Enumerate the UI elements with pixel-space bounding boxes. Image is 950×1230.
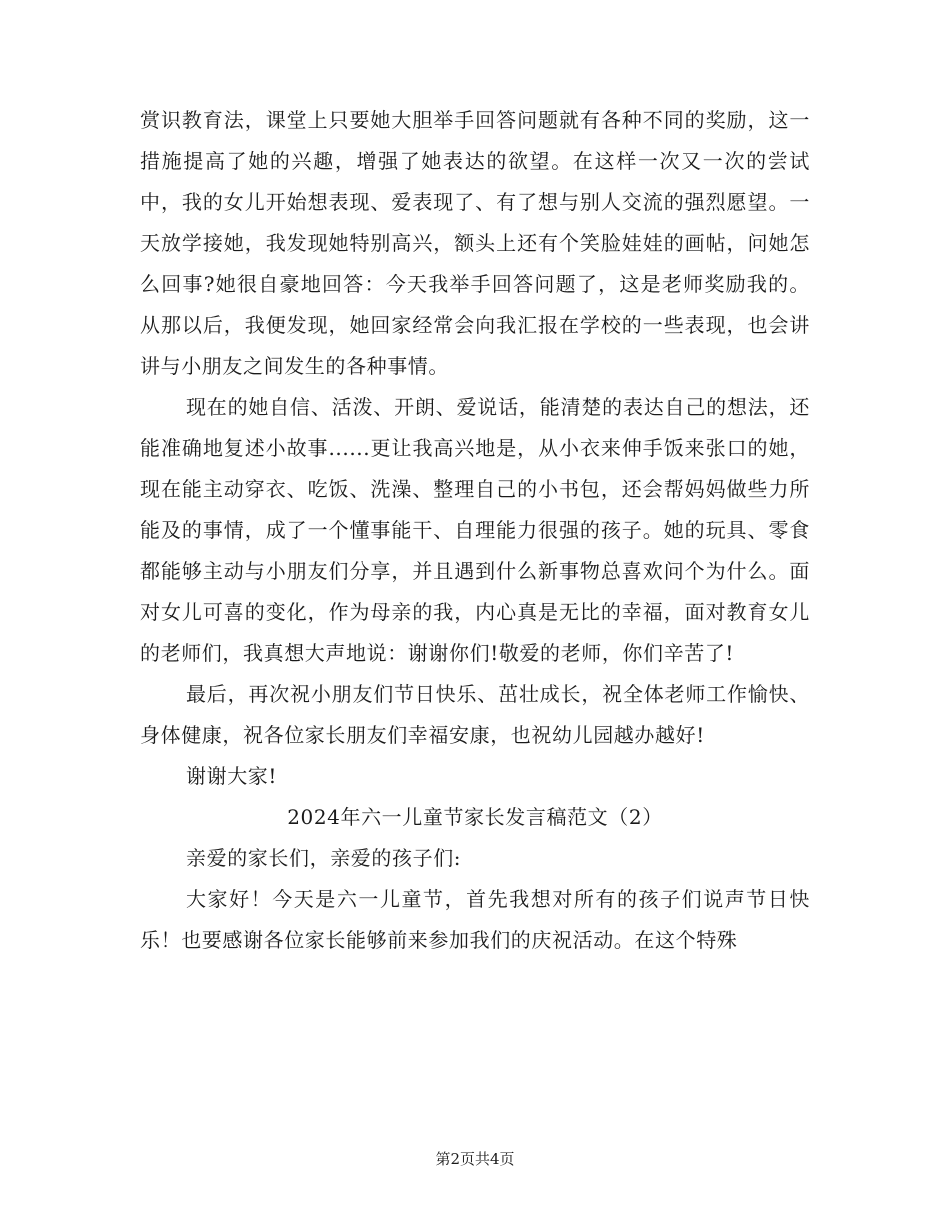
section-title: 2024年六一儿童节家长发言稿范文（2）: [287, 805, 663, 829]
paragraph-daughter-changes: 现在的她自信、活泼、开朗、爱说话，能清楚的表达自己的想法，还能准确地复述小故事......更让我高兴地是，从小衣来伸手饭来张口的她，现在能主动穿衣、吃饭、洗澡、整理自己的小书包，还会帮妈妈做些力所能及的事情，成了一个懂事能干、自理能力很强的孩子。她的玩具、零食都能够主动与小朋友们分享，并且遇到什么新事物总喜欢问个为什么。面对女儿可喜的变化，作为母亲的我，内心真是无比的幸福，面对教育女儿的老师们，我真想大声地说：谢谢你们!敬爱的老师，你们辛苦了!: [140, 395, 810, 665]
paragraph-closing-wishes: 最后，再次祝小朋友们节日快乐、茁壮成长，祝全体老师工作愉快、身体健康，祝各位家长朋友们幸福安康，也祝幼儿园越办越好!: [140, 682, 810, 747]
paragraph-continued: 赏识教育法，课堂上只要她大胆举手回答问题就有各种不同的奖励，这一措施提高了她的兴趣，增强了她表达的欲望。在这样一次又一次的尝试中，我的女儿开始想表现、爱表现了、有了想与别人交流的强烈愿望。一天放学接她，我发现她特别高兴，额头上还有个笑脸娃娃的画帖，问她怎么回事?她很自豪地回答：今天我举手回答问题了，这是老师奖励我的。从那以后，我便发现，她回家经常会向我汇报在学校的一些表现，也会讲讲与小朋友之间发生的各种事情。: [140, 108, 811, 378]
paragraph-salutation: 亲爱的家长们，亲爱的孩子们:: [186, 846, 462, 870]
paragraph-thanks: 谢谢大家!: [186, 764, 278, 788]
document-body: [140, 100, 810, 961]
paragraph-greeting: 大家好！今天是六一儿童节，首先我想对所有的孩子们说声节日快乐！也要感谢各位家长能够前来参加我们的庆祝活动。在这个特殊: [140, 887, 810, 952]
page-number: 第2页共4页: [435, 1150, 515, 1168]
